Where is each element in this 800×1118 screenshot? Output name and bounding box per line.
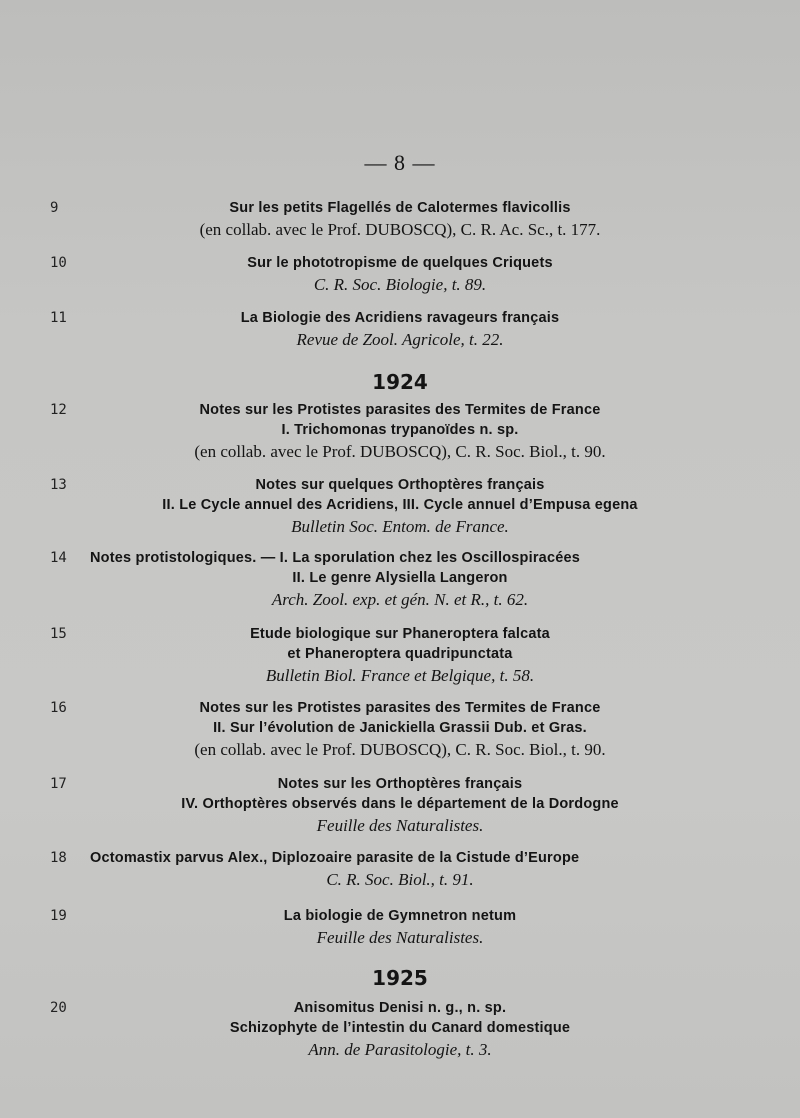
entry-reference: (en collab. avec le Prof. DUBOSCQ), C. R. Soc. Biol., t. 90. — [194, 442, 606, 461]
entry-reference: Ann. de Parasitologie, t. 3. — [308, 1040, 492, 1059]
entry-title: Notes protistologiques. — I. La sporulation chez les Oscillospiracées — [90, 550, 580, 566]
entry-reference: Bulletin Biol. France et Belgique, t. 58. — [265, 666, 535, 685]
entry-reference: Feuille des Naturalistes. — [316, 816, 484, 835]
entry-number: 14 — [50, 550, 67, 566]
entry-reference: Feuille des Naturalistes. — [316, 928, 484, 947]
entry-title: Notes sur quelques Orthoptères français — [255, 477, 545, 493]
entry-reference: Bulletin Soc. Entom. de France. — [291, 517, 509, 536]
entry-subtitle: II. Le genre Alysiella Langeron — [292, 570, 508, 586]
entry-subtitle: et Phaneroptera quadripunctata — [287, 646, 513, 662]
entry-reference: (en collab. avec le Prof. DUBOSCQ), C. R. Soc. Biol., t. 90. — [194, 740, 606, 759]
entry-number: 12 — [50, 402, 67, 418]
entry-subtitle: IV. Orthoptères observés dans le département de la Dordogne — [181, 796, 619, 812]
entry-number: 15 — [50, 626, 67, 642]
year-heading: 1924 — [372, 370, 428, 394]
entry-reference: Revue de Zool. Agricole, t. 22. — [296, 330, 504, 349]
entry-title: La biologie de Gymnetron netum — [283, 908, 517, 924]
entry-reference: Arch. Zool. exp. et gén. N. et R., t. 62. — [271, 590, 529, 609]
entry-title: Etude biologique sur Phaneroptera falcata — [250, 626, 550, 642]
entry-reference: (en collab. avec le Prof. DUBOSCQ), C. R. Ac. Sc., t. 177. — [199, 220, 601, 239]
entry-number: 19 — [50, 908, 67, 924]
entry-number: 9 — [50, 200, 59, 216]
entry-title: Notes sur les Protistes parasites des Termites de France — [199, 402, 601, 418]
entry-title: La Biologie des Acridiens ravageurs français — [240, 310, 560, 326]
entry-title: Sur les petits Flagellés de Calotermes flavicollis — [229, 200, 571, 216]
entry-subtitle: Schizophyte de l’intestin du Canard domestique — [229, 1020, 571, 1036]
entry-title: Notes sur les Protistes parasites des Termites de France — [199, 700, 601, 716]
entry-subtitle: I. Trichomonas trypanoïdes n. sp. — [281, 422, 519, 438]
entry-title: Sur le phototropisme de quelques Criquets — [247, 255, 553, 271]
entry-number: 20 — [50, 1000, 67, 1016]
entry-number: 13 — [50, 477, 67, 493]
entry-number: 11 — [50, 310, 67, 326]
entry-number: 17 — [50, 776, 67, 792]
entry-reference: C. R. Soc. Biologie, t. 89. — [313, 275, 487, 294]
entry-number: 10 — [50, 255, 67, 271]
entry-title: Anisomitus Denisi n. g., n. sp. — [293, 1000, 507, 1016]
entry-subtitle: II. Sur l’évolution de Janickiella Grassii Dub. et Gras. — [213, 720, 587, 736]
entry-number: 18 — [50, 850, 67, 866]
year-heading: 1925 — [372, 966, 428, 990]
entry-subtitle: II. Le Cycle annuel des Acridiens, III. Cycle annuel d’Empusa egena — [162, 497, 638, 513]
entry-title: Notes sur les Orthoptères français — [277, 776, 523, 792]
entry-reference: C. R. Soc. Biol., t. 91. — [326, 870, 474, 889]
page-number: — 8 — — [364, 150, 436, 175]
entry-number: 16 — [50, 700, 67, 716]
entry-title: Octomastix parvus Alex., Diplozoaire parasite de la Cistude d’Europe — [90, 850, 580, 866]
